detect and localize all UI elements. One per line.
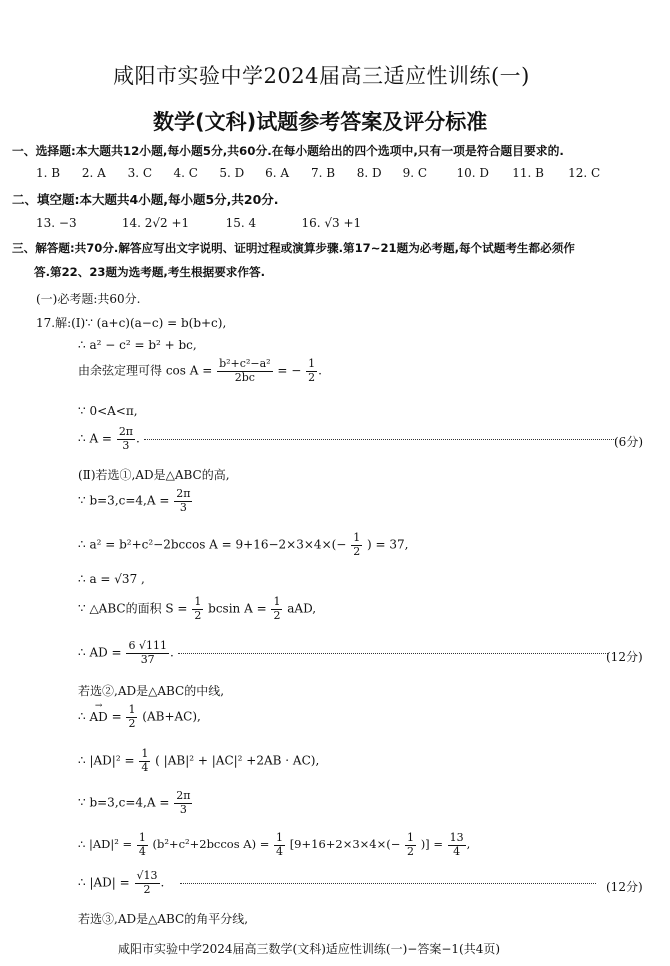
q17-line15 <box>78 790 193 816</box>
denominator: 2 <box>128 716 136 730</box>
text: aAD, <box>287 601 317 616</box>
score-12: (12分) <box>606 650 643 664</box>
text: ∴ <box>78 709 86 724</box>
fill-answer: 16. √3 +1 <box>301 216 362 230</box>
score-12b: (12分) <box>606 880 643 894</box>
denominator: 37 <box>140 652 155 666</box>
text: ∴ |AD| = <box>78 875 130 890</box>
text: ∴ |AD|² = <box>78 753 135 768</box>
text: = − <box>277 363 302 378</box>
text: [9+16+2×3×4×(− <box>289 837 401 852</box>
denominator: 2 <box>308 370 316 384</box>
numerator: b²+c²−a² <box>219 357 271 370</box>
mc-answer: 10. D <box>456 166 489 180</box>
mc-answer: 8. D <box>356 166 382 180</box>
leader-dots <box>178 653 608 654</box>
mc-answer: 6. A <box>265 166 290 180</box>
numerator: 1 <box>276 831 284 844</box>
text: ∵ b=3,c=4,A = <box>78 795 170 810</box>
q17-line4: ∵ 0<A<π, <box>78 404 138 418</box>
denominator: 2 <box>273 608 281 622</box>
fill-answer: 15. 4 <box>225 216 257 230</box>
denominator: 4 <box>453 844 461 858</box>
section2-heading: 二、填空题:本大题共4小题,每小题5分,共20分. <box>12 192 279 207</box>
mc-answer: 12. C <box>568 166 601 180</box>
text: ∴ a² = b²+c²−2bccos A = 9+16−2×3×4×(− <box>78 537 347 552</box>
denominator: 2 <box>353 544 361 558</box>
fraction <box>139 748 150 774</box>
numerator: 2π <box>118 425 134 438</box>
fraction <box>271 596 282 622</box>
q17-line1: 17.解:(Ⅰ)∵ (a+c)(a−c) = b(b+c), <box>36 316 227 330</box>
fraction <box>174 488 192 514</box>
denominator: 2 <box>194 608 202 622</box>
score-6: (6分) <box>614 435 643 449</box>
q17-line7 <box>78 488 193 514</box>
fraction <box>448 832 466 858</box>
q17-line11: ∴ AD = $\frac{6 √111}{37}$ . <box>78 640 608 666</box>
numerator: 1 <box>308 357 316 370</box>
q17-line10 <box>78 596 316 622</box>
q17-line18: 若选③,AD是△ABC的角平分线, <box>78 912 249 926</box>
q17-line13: ∴ → AD = $\frac{1}{2}$ (AB+AC), <box>78 704 201 730</box>
fraction <box>274 832 285 858</box>
q17-line16: ∴ |AD|² = $\frac{1}{4}$ (b²+c²+2bccos A) = $\frac{1}{4}$ [9+16+2×3×4×(− $\frac{1}{2}$ )] = $\frac{13}{4}$ , <box>78 831 471 858</box>
mc-answer: 9. C <box>402 166 428 180</box>
leader-dots <box>180 883 596 884</box>
text: (b²+c²+2bccos A) = <box>152 837 270 852</box>
text: ( |AB|² + |AC|² +2AB · AC), <box>155 753 320 768</box>
mc-answer: 5. D <box>219 166 245 180</box>
fraction <box>217 358 272 384</box>
numerator: 1 <box>407 831 415 844</box>
section3-heading: 三、解答题:共70分.解答应写出文字说明、证明过程或演算步骤.第17~21题为必考题,每个试题考生都必须作 <box>12 241 575 255</box>
text: (AB+AC), <box>142 709 201 724</box>
q17-line5: ∴ A = $\frac{2\pi}{3}$ . <box>78 426 616 452</box>
numerator: 1 <box>141 747 149 760</box>
denominator: 2 <box>143 882 151 896</box>
q17-line17: ∴ |AD| = $\frac{√13}{2}$ . <box>78 870 596 896</box>
text: ∵ b=3,c=4,A = <box>78 493 170 508</box>
q17-line6: (Ⅱ)若选①,AD是△ABC的高, <box>78 468 230 482</box>
numerator: 1 <box>194 595 202 608</box>
page-title: 咸阳市实验中学2024届高三适应性训练(一) <box>113 64 530 88</box>
numerator: 6 √111 <box>128 639 167 652</box>
mc-answer: 7. B <box>310 166 336 180</box>
mc-answer: 11. B <box>512 166 544 180</box>
fraction <box>126 640 169 666</box>
denominator: 4 <box>276 844 284 858</box>
denominator: 3 <box>179 500 187 514</box>
q17-line9: ∴ a = √37 , <box>78 572 145 586</box>
numerator: 1 <box>273 595 281 608</box>
section1-heading: 一、选择题:本大题共12小题,每小题5分,共60分.在每小题给出的四个选项中,只有一项是符合题目要求的. <box>12 144 564 158</box>
numerator: 1 <box>128 703 136 716</box>
fraction <box>135 870 160 896</box>
q17-line8 <box>78 532 408 558</box>
text: )] = <box>420 837 443 852</box>
denominator: 3 <box>122 438 130 452</box>
fraction <box>117 426 135 452</box>
fraction <box>306 358 317 384</box>
section2-answers <box>36 216 361 230</box>
numerator: 1 <box>138 831 146 844</box>
section3-heading-cont: 答.第22、23题为选考题,考生根据要求作答. <box>34 265 265 279</box>
denominator: 3 <box>179 802 187 816</box>
numerator: 1 <box>353 531 361 544</box>
page-subtitle: 数学(文科)试题参考答案及评分标准 <box>153 110 488 134</box>
q17-line3: 由余弦定理可得 cos A = $\frac{\text{b²+c²−a²}}{2bc}$ = − $\frac{1}{2}$ . <box>78 357 322 384</box>
leader-dots <box>144 439 616 440</box>
denominator: 2bc <box>234 370 255 384</box>
denominator: 4 <box>141 760 149 774</box>
denominator: 4 <box>138 844 146 858</box>
fill-answer: 13. −3 <box>36 216 77 230</box>
fraction <box>137 832 148 858</box>
text: ∵ △ABC的面积 S = <box>78 601 188 616</box>
fraction <box>192 596 203 622</box>
fraction <box>405 832 416 858</box>
numerator: 13 <box>449 831 464 844</box>
mc-answer: 2. A <box>81 166 106 180</box>
text: ∴ |AD|² = <box>78 837 133 852</box>
denominator: 2 <box>407 844 415 858</box>
text: bcsin A = <box>208 601 267 616</box>
page-footer: 咸阳市实验中学2024届高三数学(文科)适应性训练(一)−答案−1(共4页) <box>118 942 501 956</box>
mc-answer: 3. C <box>127 166 153 180</box>
q17-line12: 若选②,AD是△ABC的中线, <box>78 684 225 698</box>
text: ∴ A = <box>78 431 112 446</box>
text: 由余弦定理可得 cos A = <box>78 363 213 378</box>
text: ∴ AD = <box>78 645 122 660</box>
numerator: √13 <box>136 869 158 882</box>
fill-answer: 14. 2√2 +1 <box>121 216 190 230</box>
mc-answer: 1. B <box>36 166 61 180</box>
fraction <box>351 532 362 558</box>
required-note: (一)必考题:共60分. <box>36 292 141 306</box>
q17-line14 <box>78 748 319 774</box>
section1-answers <box>36 166 610 180</box>
mc-answer: 4. C <box>173 166 198 180</box>
q17-line2: ∴ a² − c² = b² + bc, <box>78 338 197 352</box>
vector-ad: → AD <box>89 710 107 724</box>
text: ) = 37, <box>367 537 409 552</box>
fraction <box>174 790 192 816</box>
fraction <box>126 704 137 730</box>
numerator: 2π <box>176 487 191 500</box>
numerator: 2π <box>176 789 191 802</box>
